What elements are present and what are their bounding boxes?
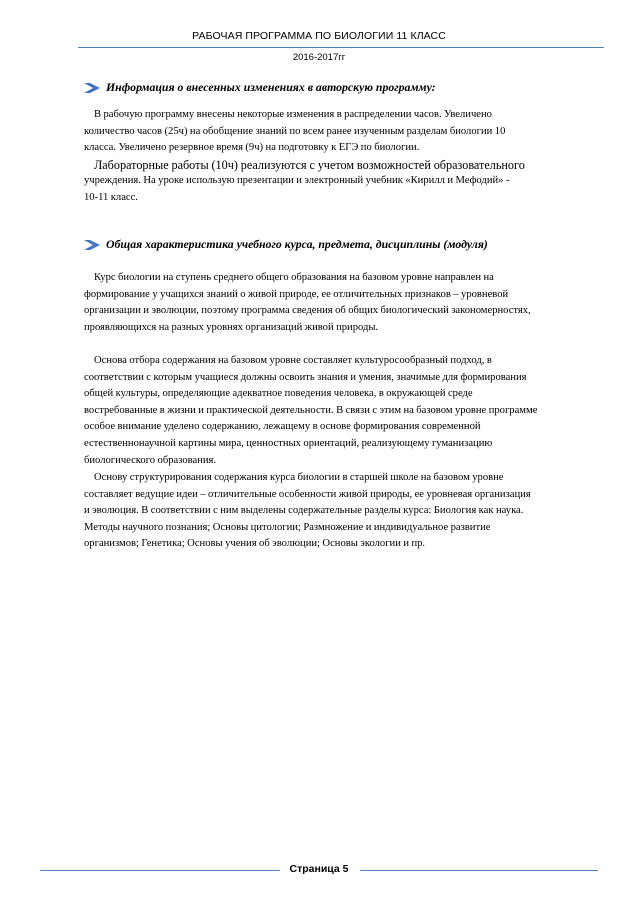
text-line: составляет ведущие идеи – отличительные особенности живой природы, ее уровневая организация	[84, 488, 531, 500]
text-line: особое внимание уделено содержанию, лежащему в основе формирования современной	[84, 421, 481, 433]
section-heading-characteristics	[84, 237, 488, 252]
chevron-arrow-icon	[84, 83, 100, 93]
text-line: количество часов (25ч) на обобщение знаний по всем ранее изученным разделам биологии 10	[84, 125, 506, 137]
page-header-year: 2016-2017гг	[292, 52, 346, 63]
section-changes-text	[84, 107, 576, 207]
paragraph-content-structure	[84, 470, 576, 553]
text-line: проявляющихся на разных уровнях организаций живой природы.	[84, 321, 379, 333]
text-line: общей культуры, определяющие адекватное поведения человека, в окружающей среде	[84, 388, 473, 400]
text-line: естественнонаучной картины мира, ценностных ориентаций, реализующему гуманизацию	[84, 437, 493, 449]
text-line: учреждения. На уроке использую презентации и электронный учебник «Кирилл и Мефодий» -	[84, 175, 510, 187]
text-line: Курс биологии на ступень среднего общего образования на базовом уровне направлен на	[94, 272, 494, 283]
text-line: организации и эволюции, поэтому программа сведения об общих биологический закономерностях,	[84, 305, 531, 317]
text-line: и эволюция. В соответствии с ним выделены содержательные разделы курса: Биология как наука.	[84, 505, 524, 517]
text-line: Основа отбора содержания на базовом уровне составляет культуросообразный подход, в	[94, 355, 492, 366]
section-heading-text: Общая характеристика учебного курса, предмета, дисциплины (модуля)	[106, 237, 488, 251]
section-heading-text: Информация о внесенных изменениях в авторскую программу:	[106, 80, 436, 94]
text-line: Основу структурирования содержания курса биологии в старшей школе на базовом уровне	[94, 472, 504, 483]
text-line: Методы научного познания; Основы цитологии; Размножение и индивидуальное развитие	[84, 521, 491, 533]
footer-rule-right	[360, 870, 598, 871]
paragraph-content-selection	[84, 353, 576, 469]
chevron-arrow-icon	[84, 240, 100, 250]
text-line: 10-11 класс.	[84, 191, 138, 203]
text-line: организмов; Генетика; Основы учения об эволюции; Основы экологии и пр.	[84, 538, 426, 550]
text-line: формирование у учащихся знаний о живой природе, ее отличительных признаков – уровневой	[84, 288, 509, 300]
text-line: В рабочую программу внесены некоторые изменения в распределении часов. Увеличено	[94, 109, 492, 120]
paragraph-course-overview	[84, 270, 576, 336]
text-line: соответствии с которым учащиеся должны освоить знания и умения, значимые для формирования	[84, 371, 527, 383]
header-rule	[78, 47, 604, 48]
section-heading-changes	[84, 80, 436, 95]
text-line: биологического образования.	[84, 454, 217, 466]
text-line: Лабораторные работы (10ч) реализуются с учетом возможностей образовательного	[94, 157, 525, 172]
text-line: востребованные в жизни и практической деятельности. В связи с этим на базовом уровне программе	[84, 404, 538, 416]
text-line: класса. Увеличено резервное время (9ч) на подготовку к ЕГЭ по биологии.	[84, 142, 420, 154]
page-header-title: РАБОЧАЯ ПРОГРАММА ПО БИОЛОГИИ 11 КЛАСС	[192, 30, 446, 42]
footer-page-number: Страница 5	[289, 863, 349, 875]
